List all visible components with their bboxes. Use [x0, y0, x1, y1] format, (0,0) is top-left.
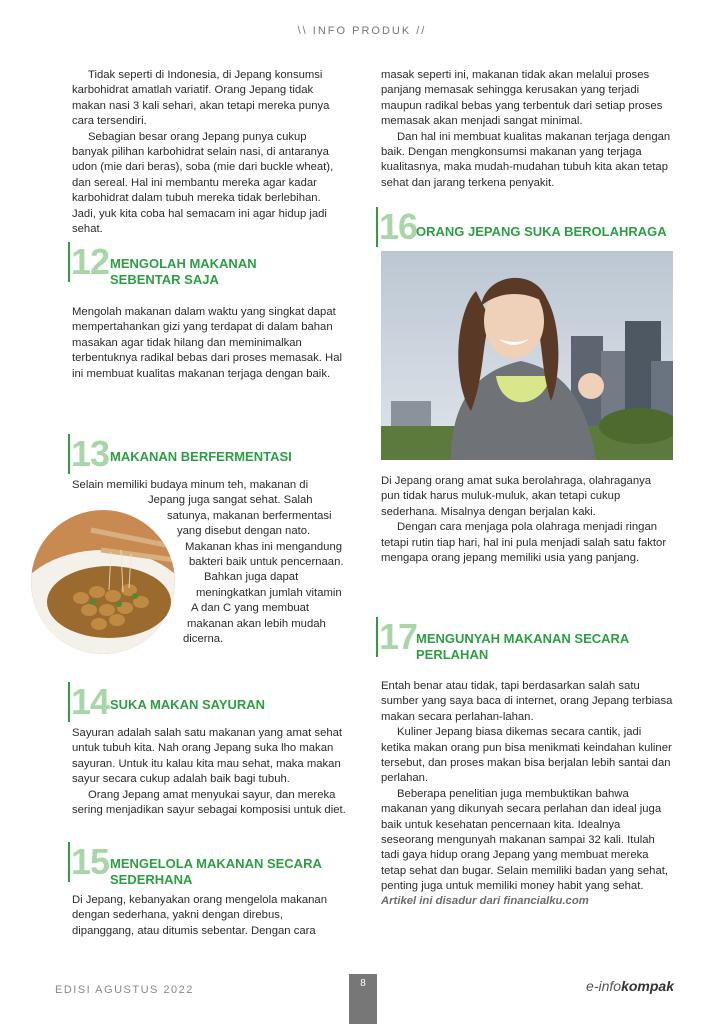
section-title-line-2: SEDERHANA — [110, 872, 193, 887]
text-line: dicerna. — [183, 633, 224, 646]
section-14-body — [72, 726, 347, 818]
section-title-line-1: MENGELOLA MAKANAN SECARA — [110, 856, 322, 871]
source-credit: Artikel ini disadur dari financialku.com — [381, 895, 589, 907]
text-line: A dan C yang membuat — [191, 602, 310, 615]
section-title: MAKANAN BERFERMENTASI — [110, 449, 292, 464]
continued-paragraph-2: Dan hal ini membuat kualitas makanan terjaga dengan baik. Dengan mengkonsumsi makanan yang terjaga kualitasnya, maka mudah-mudahan tubuh kita akan tetap sehat dan jarang terkena penyakit. — [381, 130, 671, 189]
section-15-body — [72, 893, 342, 939]
section-title-line-2: SEBENTAR SAJA — [110, 272, 219, 287]
section-title: ORANG JEPANG SUKA BEROLAHRAGA — [416, 224, 667, 239]
section-12-body — [72, 305, 342, 382]
continued-text — [381, 68, 673, 191]
section-14-paragraph-2: Orang Jepang amat menyukai sayur, dan mereka sering menjadikan sayur sebagai komposisi untuk diet. — [72, 788, 346, 817]
section-14-heading — [68, 681, 348, 728]
brand-bold: kompak — [621, 978, 674, 994]
section-title-line-2: PERLAHAN — [416, 647, 489, 662]
section-title: SUKA MAKAN SAYURAN — [110, 697, 266, 712]
continued-paragraph-1: masak seperti ini, makanan tidak akan melalui proses panjang memasak sehingga kerusakan yang terjadi maupun radikal bebas yang terbentuk dari setiap proses memasak akan menjadi sangat minimal. — [381, 69, 663, 128]
text-line: bakteri baik untuk pencernaan. — [189, 556, 344, 569]
section-17-paragraph-2: Kuliner Jepang biasa dikemas secara cantik, jadi ketika makan orang pun bisa menikmati keindahan kuliner tersebut, dan proses makan bisa berjalan lebih santai dan perlahan. — [381, 726, 672, 785]
section-16-body — [381, 474, 673, 566]
section-number: 15 — [68, 842, 109, 882]
intro-paragraph-1: Tidak seperti di Indonesia, di Jepang konsumsi karbohidrat amatlah variatif. Orang Jepang tidak makan nasi 3 kali sehari, akan tetapi mereka punya cara tersendiri. — [72, 69, 330, 128]
section-17-heading — [376, 616, 676, 663]
section-15-heading — [68, 841, 358, 888]
section-number: 14 — [68, 682, 109, 722]
intro-paragraph-2: Sebagian besar orang Jepang punya cukup banyak pilihan karbohidrat selain nasi, di antaranya udon (mie dari beras), soba (mie dari buckle wheat), dan sereal. Hal ini membantu mereka agar kadar karbohidrat dalam tubuh mereka tidak berlebihan. Jadi, yuk kita coba hal semacam ini agar hidup jadi sehat. — [72, 130, 334, 236]
section-number: 13 — [68, 434, 109, 474]
section-title — [110, 856, 322, 888]
brand-prefix: e-info — [586, 978, 622, 994]
brand-logo — [586, 978, 674, 994]
section-16-paragraph-1: Di Jepang orang amat suka berolahraga, olahraganya pun tidak harus muluk-muluk, akan tetapi cukup sederhana. Misalnya dengan berjalan kaki. — [381, 475, 652, 518]
section-12-heading — [68, 241, 348, 288]
section-number: 12 — [68, 242, 109, 282]
section-12-paragraph: Mengolah makanan dalam waktu yang singkat dapat mempertahankan gizi yang terdapat di dalam bahan masakan agar tidak hilang dan meminimalkan terbentuknya radikal bebas dari proses memasak. Hal ini membuat kualitas makanan terjaga dengan baik. — [72, 306, 343, 380]
section-15-paragraph: Di Jepang, kebanyakan orang mengelola makanan dengan sederhana, yakni dengan direbus, dipanggang, atau ditumis sebentar. Dengan cara — [72, 894, 327, 937]
text-line: Jepang juga sangat sehat. Salah — [148, 494, 313, 507]
section-title — [416, 631, 629, 663]
section-13-body — [72, 478, 352, 647]
section-title-line-1: MENGOLAH MAKANAN — [110, 256, 257, 271]
section-14-paragraph-1: Sayuran adalah salah satu makanan yang amat sehat untuk tubuh kita. Nah orang Jepang suka lho makan sayuran. Untuk itu kalau kita mau sehat, maka makan sayur secara cukup adalah baik bagi tubuh. — [72, 727, 343, 786]
page-number: 8 — [349, 974, 377, 1024]
section-17-paragraph-3: Beberapa penelitian juga membuktikan bahwa makanan yang dikunyah secara perlahan dan ideal juga baik untuk kesehatan pencernaan kita. Idealnya seseorang mengunyah makanan sampai 32 kali. Itulah tadi gaya hidup orang Jepang yang membuat mereka tetap sehat dan bugar. Selain memiliki badan yang sehat, penting juga untuk memiliki money habit yang sehat. — [381, 787, 669, 893]
section-title-line-1: MENGUNYAH MAKANAN SECARA — [416, 631, 630, 646]
text-line: meningkatkan jumlah vitamin — [196, 586, 342, 599]
section-16-paragraph-2: Dengan cara menjaga pola olahraga menjadi ringan tetapi rutin tiap hari, hal ini pula menjadi salah satu faktor mengapa orang jepang memiliki usia yang panjang. — [381, 521, 667, 565]
section-16-heading — [376, 206, 676, 253]
edition-label: EDISI AGUSTUS 2022 — [55, 984, 194, 996]
section-title — [110, 256, 257, 288]
section-number: 17 — [376, 617, 417, 657]
intro-text — [72, 68, 342, 237]
text-line: satunya, makanan berfermentasi — [167, 509, 332, 522]
section-number: 16 — [376, 207, 417, 247]
text-line: Makanan khas ini mengandung — [185, 540, 343, 553]
text-line: Bahkan juga dapat — [204, 571, 299, 584]
text-line: yang disebut dengan nato. — [177, 525, 311, 538]
page-header: \\ INFO PRODUK // — [297, 25, 427, 37]
text-line: Selain memiliki budaya minum teh, makanan di — [72, 479, 309, 491]
section-17-body — [381, 679, 673, 895]
jogging-woman-photo — [381, 251, 673, 460]
text-line: makanan akan lebih mudah — [187, 617, 326, 630]
section-17-paragraph-1: Entah benar atau tidak, tapi berdasarkan salah satu sumber yang saya baca di internet, orang Jepang terbiasa makan secara perlahan-lahan. — [381, 680, 673, 723]
section-13-heading — [68, 433, 348, 480]
